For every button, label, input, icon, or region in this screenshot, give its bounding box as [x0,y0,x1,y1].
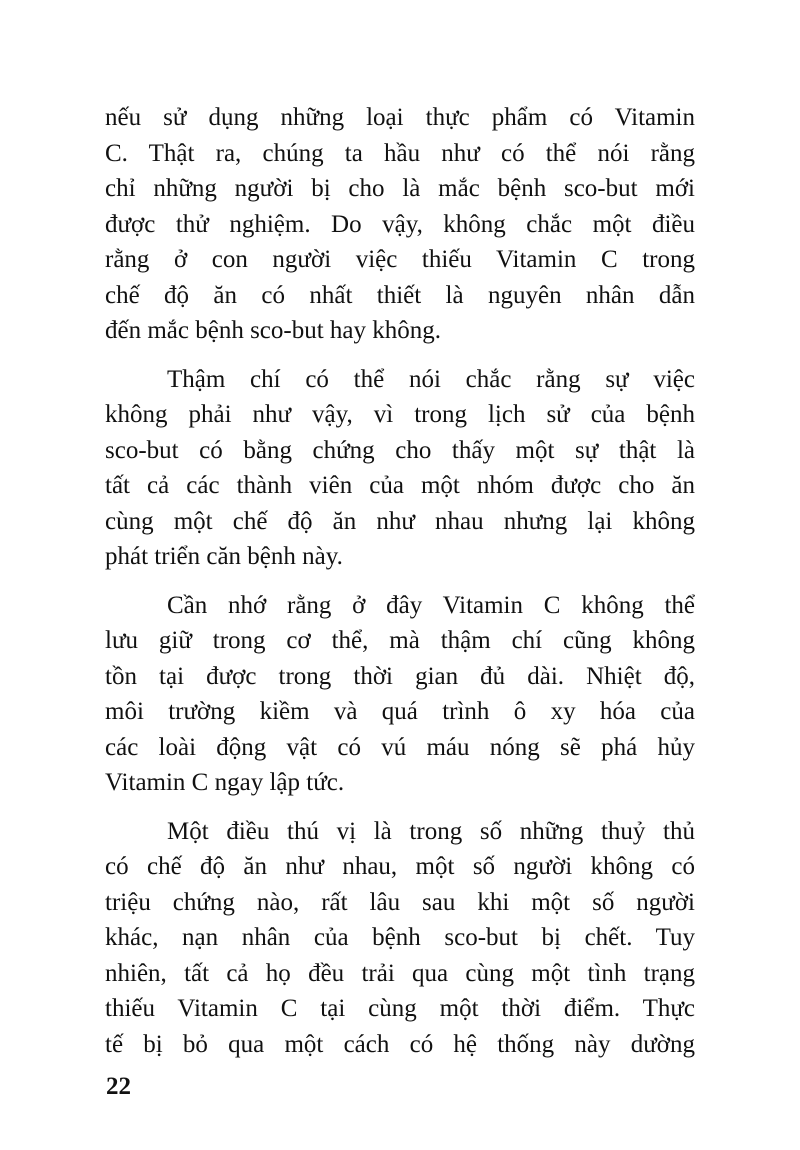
text-line: phát triển căn bệnh này. [105,543,343,570]
text-line: chỉ những người bị cho là mắc bệnh sco-but mới [105,175,695,202]
text-line: không phải như vậy, vì trong lịch sử của bệnh [105,401,695,428]
paragraph-4 [105,814,695,1063]
text-line: Cần nhớ rằng ở đây Vitamin C không thể [167,591,695,619]
text-line: được thử nghiệm. Do vậy, không chắc một điều [105,210,695,238]
text-line: cùng một chế độ ăn như nhau nhưng lại không [105,507,695,535]
text-line: lưu giữ trong cơ thể, mà thậm chí cũng không [105,627,695,654]
text-line: rằng ở con người việc thiếu Vitamin C trong [105,246,695,273]
text-line: môi trường kiềm và quá trình ô xy hóa của [105,698,695,725]
text-line: thiếu Vitamin C tại cùng một thời điểm. Thực [105,995,695,1022]
paragraph-3 [105,588,695,801]
text-line: khác, nạn nhân của bệnh sco-but bị chết. Tuy [105,924,695,951]
text-line: Một điều thú vị là trong số những thuỷ thủ [167,817,695,845]
text-line: nhiên, tất cả họ đều trải qua cùng một tình trạng [105,959,695,987]
text-line: tất cả các thành viên của một nhóm được cho ăn [105,472,695,499]
text-line: Thậm chí có thể nói chắc rằng sự việc [167,365,695,393]
text-line: có chế độ ăn như nhau, một số người không có [105,853,695,880]
text-line: Vitamin C ngay lập tức. [105,769,345,796]
paragraph-1 [105,100,695,349]
text-line: tồn tại được trong thời gian đủ dài. Nhiệt độ, [105,662,695,690]
text-line: triệu chứng nào, rất lâu sau khi một số người [105,888,695,916]
text-line: tế bị bỏ qua một cách có hệ thống này dường [105,1030,695,1058]
text-line: các loài động vật có vú máu nóng sẽ phá hủy [105,733,695,761]
text-line: đến mắc bệnh sco-but hay không. [105,317,442,344]
text-line: nếu sử dụng những loại thực phẩm có Vitamin [105,104,695,131]
page-body [105,100,695,1075]
page-number: 22 [106,1073,131,1100]
text-line: C. Thật ra, chúng ta hầu như có thể nói rằng [105,139,695,167]
paragraph-2 [105,362,695,575]
text-line: sco-but có bằng chứng cho thấy một sự thật là [105,436,695,464]
text-line: chế độ ăn có nhất thiết là nguyên nhân dẫn [105,281,695,309]
